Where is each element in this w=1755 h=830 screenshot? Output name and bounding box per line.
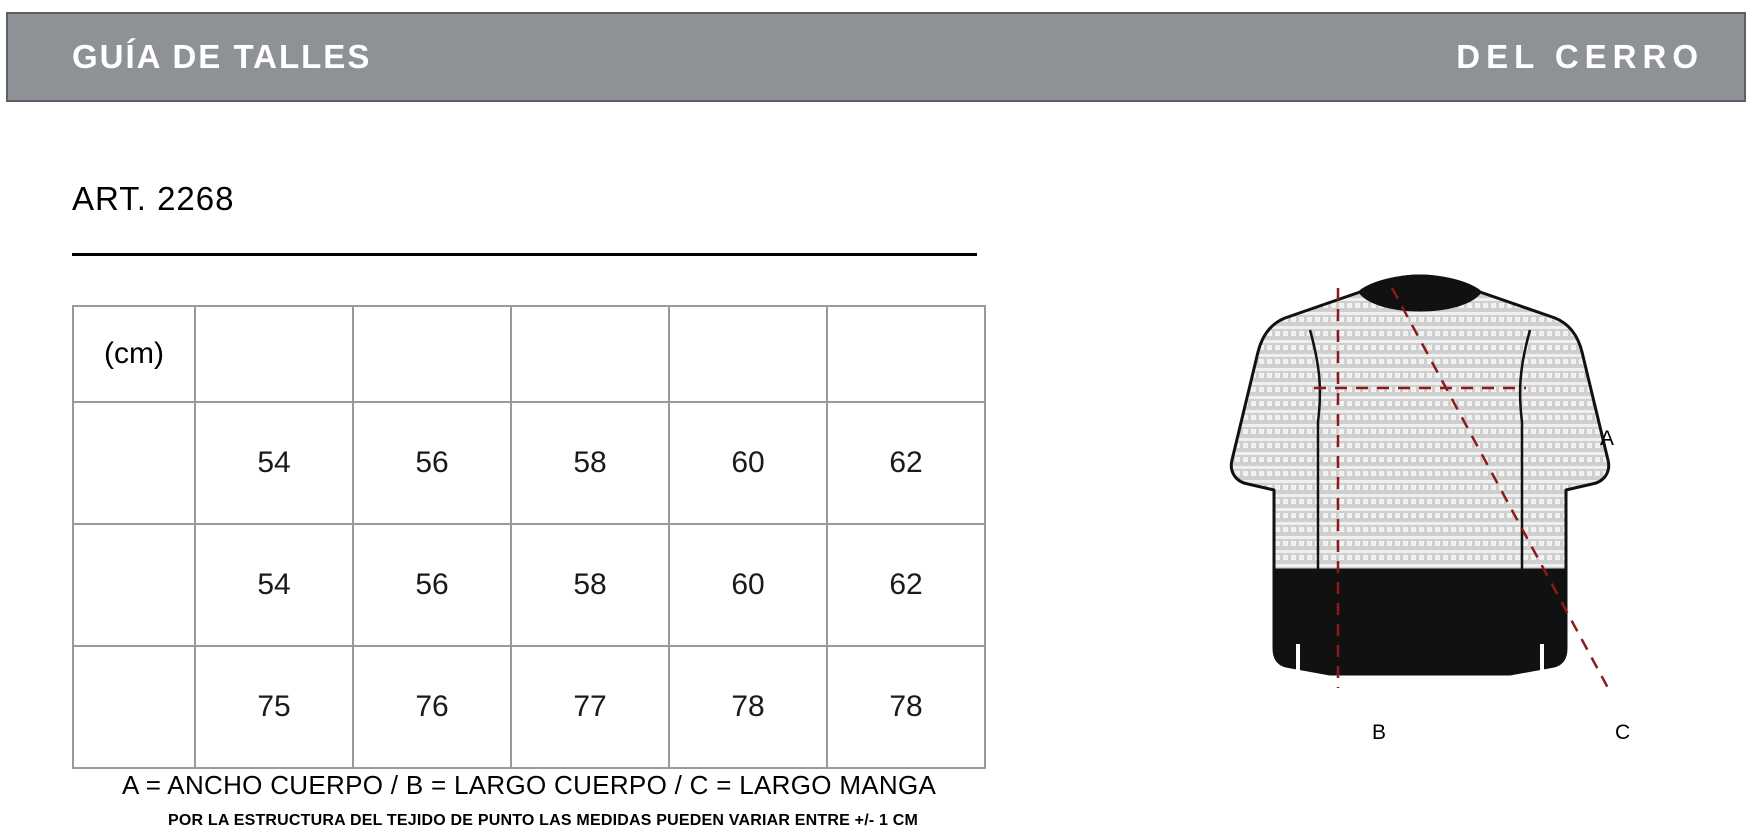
cell-a-2xl: 62 <box>827 402 985 524</box>
row-header-c: C <box>73 646 195 768</box>
sweater-hem-band <box>1274 570 1566 674</box>
cell-c-l: 77 <box>511 646 669 768</box>
cell-a-xl: 60 <box>669 402 827 524</box>
column-header-l: L <box>511 306 669 402</box>
table-row <box>73 402 985 524</box>
diagram-label-c: C <box>1615 721 1631 744</box>
diagram-label-a: A <box>1600 427 1615 450</box>
neck-ribbing <box>1360 276 1480 310</box>
hem-slit-left <box>1296 644 1300 674</box>
cell-b-2xl: 62 <box>827 524 985 646</box>
unit-label: (cm) <box>73 306 195 402</box>
page-title: GUÍA DE TALLES <box>72 38 372 75</box>
cell-c-m: 76 <box>353 646 511 768</box>
header-bar <box>6 12 1746 102</box>
brand-logo: DEL CERRO <box>1456 38 1704 75</box>
cell-b-s: 54 <box>195 524 353 646</box>
table-header-row <box>73 306 985 402</box>
column-header-s: S <box>195 306 353 402</box>
sweater-upper-body <box>1231 276 1608 570</box>
cell-a-m: 56 <box>353 402 511 524</box>
cell-b-l: 58 <box>511 524 669 646</box>
cell-c-xl: 78 <box>669 646 827 768</box>
cell-c-2xl: 78 <box>827 646 985 768</box>
sweater-illustration <box>1210 270 1630 700</box>
row-header-a: A <box>73 402 195 524</box>
diagram-label-b: B <box>1372 721 1387 744</box>
size-table <box>72 305 986 769</box>
table-row <box>73 646 985 768</box>
cell-b-m: 56 <box>353 524 511 646</box>
legend-measurements: A = ANCHO CUERPO / B = LARGO CUERPO / C = LARGO MANGA <box>122 770 937 800</box>
column-header-m: M <box>353 306 511 402</box>
cell-b-xl: 60 <box>669 524 827 646</box>
hem-slit-right <box>1540 644 1544 674</box>
column-header-2xl: 2XL <box>827 306 985 402</box>
garment-diagram <box>1210 270 1630 700</box>
article-title: ART. 2268 <box>72 180 235 217</box>
article-divider <box>72 253 977 256</box>
row-header-b: B <box>73 524 195 646</box>
legend-tolerance-note: POR LA ESTRUCTURA DEL TEJIDO DE PUNTO LAS MEDIDAS PUEDEN VARIAR ENTRE +/- 1 CM <box>168 812 919 829</box>
cell-c-s: 75 <box>195 646 353 768</box>
table-row <box>73 524 985 646</box>
column-header-xl: XL <box>669 306 827 402</box>
cell-a-s: 54 <box>195 402 353 524</box>
cell-a-l: 58 <box>511 402 669 524</box>
size-table-container <box>72 305 986 769</box>
